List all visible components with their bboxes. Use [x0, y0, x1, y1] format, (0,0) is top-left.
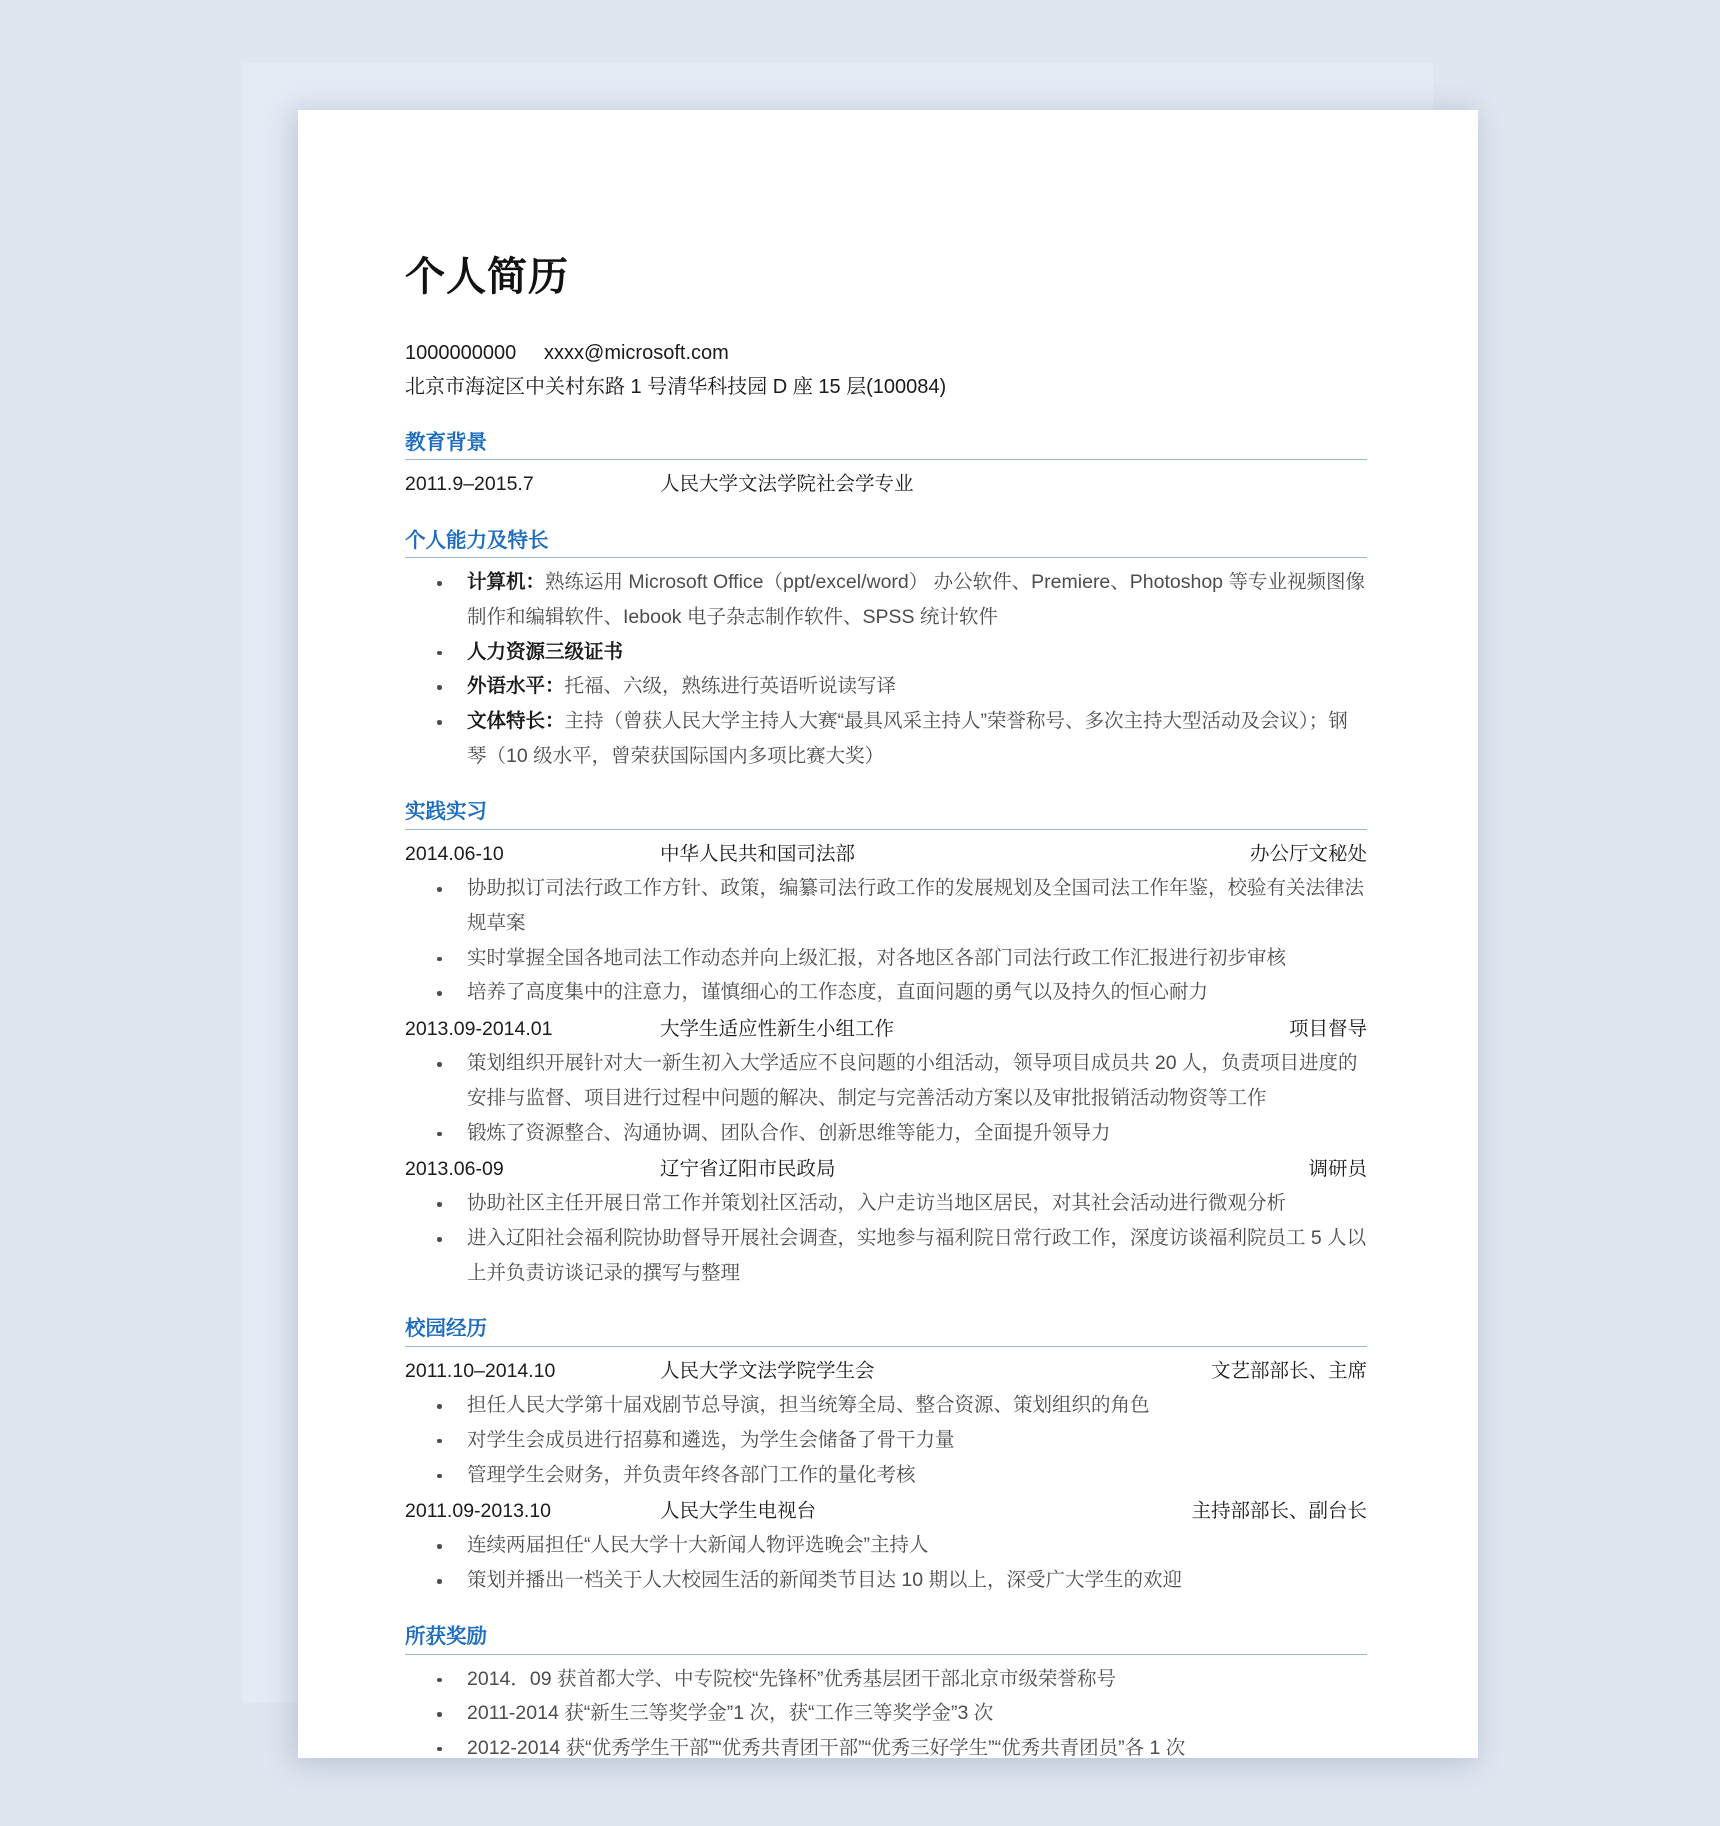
campus-org: 人民大学文法学院学生会 — [660, 1360, 875, 1383]
skill-text: 人力资源三级证书 — [467, 640, 624, 663]
skill-text: 熟练运用 Microsoft Office（ppt/excel/word） 办公软件、Premiere、Photoshop 等专业视频图像制作和编辑软件、Iebook 电子杂志制作软件、SPSS 统计软件 — [467, 571, 1365, 628]
contact-phone-email: 1000000000 xxxx@microsoft.com — [405, 342, 729, 364]
campus-entry — [405, 1354, 1367, 1492]
campus-date: 2011.09-2013.10 — [405, 1500, 552, 1523]
job-role: 项目督导 — [1288, 1017, 1367, 1040]
skill-text: 托福、六级，熟练进行英语听说读写译 — [564, 675, 897, 698]
job-bullets — [405, 1046, 1367, 1150]
job-entry — [405, 1152, 1367, 1290]
list-item: 2011-2014 获“新生三等奖学金”1 次，获“工作三等奖学金”3 次 — [405, 1696, 1367, 1731]
list-item: 进入辽阳社会福利院协助督导开展社会调查，实地参与福利院日常行政工作，深度访谈福利院员工 5 人以上并负责访谈记录的撰写与整理 — [405, 1221, 1367, 1290]
section-heading-campus: 校园经历 — [405, 1317, 487, 1341]
job-role: 调研员 — [1308, 1158, 1367, 1181]
job-bullets — [405, 871, 1367, 1010]
job-entry — [405, 1012, 1367, 1150]
skill-text: 主持（曾获人民大学主持人大赛“最具风采主持人”荣誉称号、多次主持大型活动及会议）；钢琴（10 级水平，曾荣获国际国内多项比赛大奖） — [467, 710, 1348, 767]
skill-lead: 外语水平： — [467, 675, 565, 698]
list-item: 培养了高度集中的注意力，谨慎细心的工作态度，直面问题的勇气以及持久的恒心耐力 — [405, 975, 1367, 1010]
job-entry — [405, 837, 1367, 1010]
list-item: 对学生会成员进行招募和遴选，为学生会储备了骨干力量 — [405, 1423, 1367, 1458]
list-item: 协助社区主任开展日常工作并策划社区活动，入户走访当地区居民，对其社会活动进行微观分析 — [405, 1186, 1367, 1221]
section-heading-education: 教育背景 — [405, 430, 487, 454]
section-divider — [405, 829, 1367, 830]
education-date: 2011.9–2015.7 — [405, 473, 534, 496]
section-divider — [405, 557, 1367, 558]
job-org: 中华人民共和国司法部 — [660, 843, 856, 866]
campus-bullets — [405, 1528, 1367, 1597]
campus-role: 文艺部部长、主席 — [1210, 1360, 1367, 1383]
list-item — [405, 669, 1367, 704]
section-divider — [405, 1654, 1367, 1655]
list-item — [405, 635, 1367, 670]
campus-entry — [405, 1494, 1367, 1598]
section-awards — [405, 1624, 1367, 1766]
job-role: 办公厅文秘处 — [1249, 843, 1367, 866]
job-bullets — [405, 1186, 1367, 1290]
list-item — [405, 565, 1367, 634]
education-org: 人民大学文法学院社会学专业 — [660, 473, 914, 496]
job-header-row — [405, 1152, 1367, 1186]
campus-org: 人民大学生电视台 — [660, 1500, 817, 1523]
section-divider — [405, 459, 1367, 460]
list-item: 管理学生会财务，并负责年终各部门工作的量化考核 — [405, 1458, 1367, 1493]
job-date: 2013.09-2014.01 — [405, 1017, 553, 1040]
list-item: 协助拟订司法行政工作方针、政策，编纂司法行政工作的发展规划及全国司法工作年鉴，校验有关法律法规草案 — [405, 871, 1367, 940]
job-date: 2014.06-10 — [405, 843, 504, 866]
list-item: 2012-2014 获“优秀学生干部”“优秀共青团干部”“优秀三好学生”“优秀共青团员”各 1 次 — [405, 1731, 1367, 1766]
campus-bullets — [405, 1388, 1367, 1492]
list-item: 连续两届担任“人民大学十大新闻人物评选晚会”主持人 — [405, 1528, 1367, 1563]
resume-content — [405, 255, 1367, 1766]
awards-list — [405, 1662, 1367, 1766]
page-title: 个人简历 — [405, 255, 569, 299]
list-item: 2014．09 获首都大学、中专院校“先锋杯”优秀基层团干部北京市级荣誉称号 — [405, 1662, 1367, 1697]
section-education — [405, 430, 1367, 502]
job-org: 大学生适应性新生小组工作 — [660, 1017, 895, 1040]
resume-page — [298, 110, 1478, 1758]
list-item: 锻炼了资源整合、沟通协调、团队合作、创新思维等能力，全面提升领导力 — [405, 1116, 1367, 1151]
list-item: 策划并播出一档关于人大校园生活的新闻类节目达 10 期以上，深受广大学生的欢迎 — [405, 1563, 1367, 1598]
skill-lead: 计算机： — [467, 571, 546, 594]
campus-role: 主持部部长、副台长 — [1191, 1500, 1367, 1523]
section-campus — [405, 1316, 1367, 1597]
campus-date: 2011.10–2014.10 — [405, 1360, 556, 1383]
contact-address: 北京市海淀区中关村东路 1 号清华科技园 D 座 15 层(100084) — [405, 376, 947, 399]
job-org: 辽宁省辽阳市民政局 — [660, 1158, 836, 1181]
section-heading-skills: 个人能力及特长 — [405, 528, 549, 552]
skill-lead: 文体特长： — [467, 710, 565, 732]
list-item: 担任人民大学第十届戏剧节总导演，担当统筹全局、整合资源、策划组织的角色 — [405, 1388, 1367, 1423]
campus-header-row — [405, 1354, 1367, 1388]
list-item: 实时掌握全国各地司法工作动态并向上级汇报，对各地区各部门司法行政工作汇报进行初步审核 — [405, 941, 1367, 976]
list-item: 策划组织开展针对大一新生初入大学适应不良问题的小组活动，领导项目成员共 20 人，负责项目进度的安排与监督、项目进行过程中问题的解决、制定与完善活动方案以及审批报销活动物资等工作 — [405, 1046, 1367, 1115]
section-skills — [405, 528, 1367, 774]
section-heading-awards: 所获奖励 — [405, 1624, 487, 1648]
job-date: 2013.06-09 — [405, 1158, 504, 1181]
job-header-row — [405, 1012, 1367, 1046]
section-heading-practice: 实践实习 — [405, 800, 487, 824]
skills-list — [405, 565, 1367, 773]
section-divider — [405, 1346, 1367, 1347]
job-header-row — [405, 837, 1367, 871]
list-item — [405, 704, 1367, 773]
campus-header-row — [405, 1494, 1367, 1528]
education-entry-row — [405, 467, 1367, 501]
section-practice — [405, 799, 1367, 1290]
